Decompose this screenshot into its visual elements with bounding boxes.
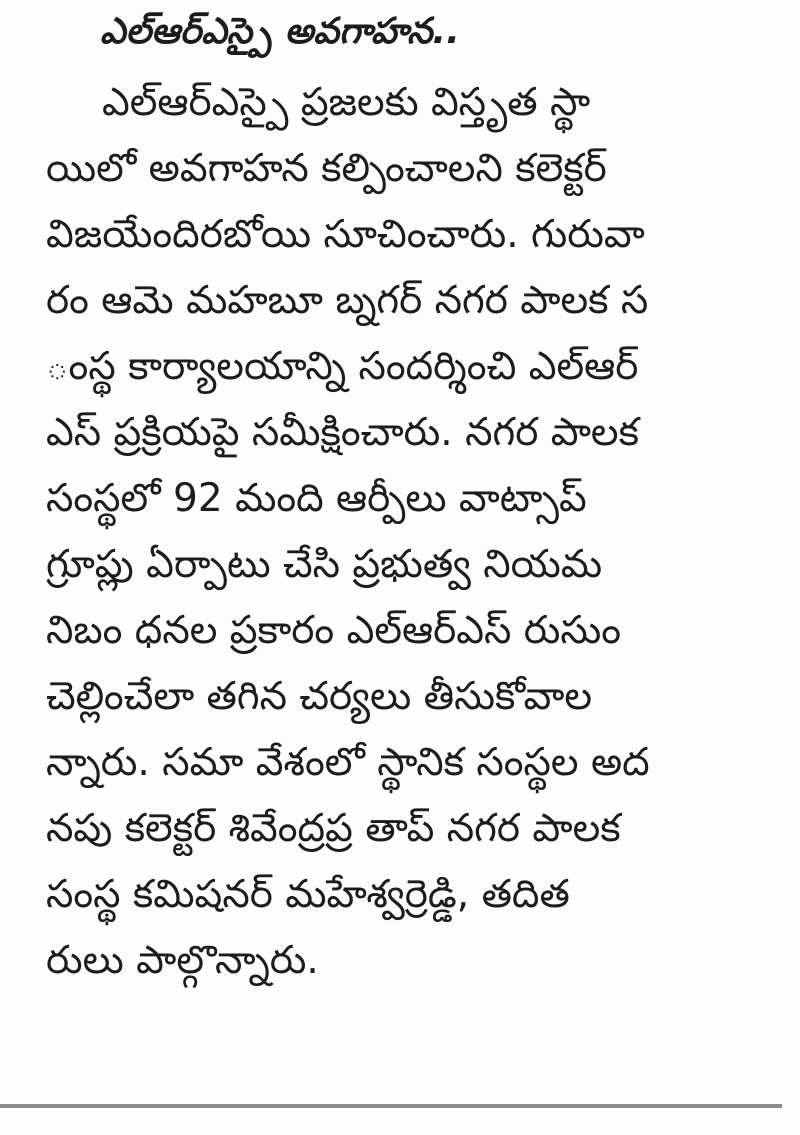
article-line: సంస్థలో 92 మంది ఆర్పీలు వాట్సాప్ [46,476,587,521]
article-line: గ్రూప్లు ఏర్పాటు చేసి ప్రభుత్వ నియమ [46,542,603,587]
article-body [46,70,786,994]
article-line: చెల్లించేలా తగిన చర్యలు తీసుకోవాల [46,674,593,719]
article-line: ఎస్ ప్రక్రియపై సమీక్షించారు. నగర పాలక [46,410,639,455]
article-line: రులు పాల్గొన్నారు. [46,938,319,983]
article-line: నపు కలెక్టర్ శివేంద్రప్ర తాప్ నగర పాలక [46,806,621,851]
article-line: విజయేందిరబోయి సూచించారు. గురువా [46,212,645,257]
article-headline: ఎల్ఆర్ఎస్పై అవగాహన.. [100,11,460,52]
article-line: రం ఆమె మహబూ బ్నగర్ నగర పాలక స [46,278,649,323]
article-line: నిబం ధనల ప్రకారం ఎల్ఆర్ఎస్ రుసుం [46,608,621,653]
article-line: ఎల్ఆర్ఎస్పై ప్రజలకు విస్తృత స్థా [102,80,591,125]
article-line: న్నారు. సమా వేశంలో స్థానిక సంస్థల అద [46,740,650,785]
bottom-divider [0,1104,782,1108]
article-line: యిలో అవగాహన కల్పించాలని కలెక్టర్ [46,146,607,191]
article-line: ంస్థ కార్యాలయాన్ని సందర్శించి ఎల్ఆర్ [46,344,639,389]
article-line: సంస్థ కమిషనర్ మహేశ్వర్రెడ్డి, తదిత [46,872,570,917]
